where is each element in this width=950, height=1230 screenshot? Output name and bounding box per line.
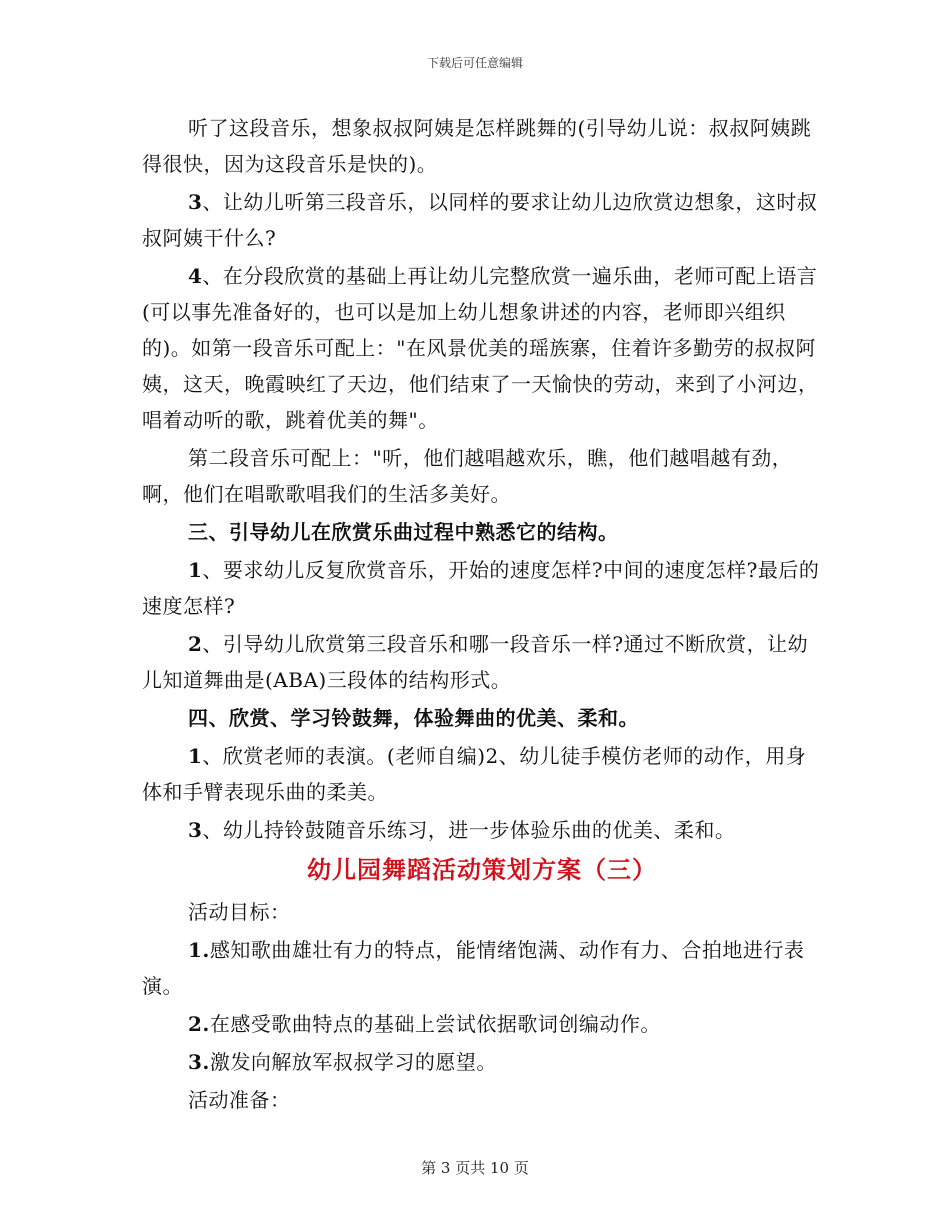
paragraph: 3、幼儿持铃鼓随音乐练习，进一步体验乐曲的优美、柔和。 — [188, 818, 736, 842]
paragraph: 1、要求幼儿反复欣赏音乐，开始的速度怎样?中间的速度怎样?最后的速度怎样? — [142, 558, 820, 618]
paragraph: 活动目标： — [188, 900, 291, 924]
section-title: 幼儿园舞蹈活动策划方案（三） — [307, 855, 657, 884]
document-body — [142, 110, 822, 1120]
paragraph: 活动准备： — [188, 1088, 291, 1112]
page-header: 下载后可任意编辑 — [426, 56, 523, 70]
paragraph: 2.在感受歌曲特点的基础上尝试依据歌词创编动作。 — [188, 1012, 661, 1036]
section-heading: 三、引导幼儿在欣赏乐曲过程中熟悉它的结构。 — [188, 520, 619, 544]
section-heading: 四、欣赏、学习铃鼓舞，体验舞曲的优美、柔和。 — [188, 706, 639, 730]
paragraph: 2、引导幼儿欣赏第三段音乐和哪一段音乐一样?通过不断欣赏，让幼儿知道舞曲是(ABA)三段体的结构形式。 — [142, 632, 809, 692]
page-footer: 第 3 页共 10 页 — [421, 1159, 529, 1177]
paragraph: 1、欣赏老师的表演。(老师自编)2、幼儿徒手模仿老师的动作，用身体和手臂表现乐曲的柔美。 — [142, 744, 807, 804]
paragraph: 4、在分段欣赏的基础上再让幼儿完整欣赏一遍乐曲，老师可配上语言(可以事先准备好的，也可以是加上幼儿想象讲述的内容，老师即兴组织的)。如第一段音乐可配上："在风景优美的瑶族寨，住着许多勤劳的叔叔阿姨，这天，晚霞映红了天边，他们结束了一天愉快的劳动，来到了小河边，唱着动听的歌，跳着优美的舞"。 — [142, 264, 819, 432]
paragraph: 3、让幼儿听第三段音乐，以同样的要求让幼儿边欣赏边想象，这时叔叔阿姨干什么? — [142, 190, 818, 250]
paragraph: 听了这段音乐，想象叔叔阿姨是怎样跳舞的(引导幼儿说：叔叔阿姨跳得很快，因为这段音乐是快的)。 — [142, 116, 812, 176]
paragraph: 3.激发向解放军叔叔学习的愿望。 — [188, 1050, 497, 1074]
paragraph: 第二段音乐可配上："听，他们越唱越欢乐，瞧，他们越唱越有劲，啊，他们在唱歌歌唱我们的生活多美好。 — [142, 446, 793, 506]
paragraph: 1.感知歌曲雄壮有力的特点，能情绪饱满、动作有力、合拍地进行表演。 — [142, 938, 805, 998]
